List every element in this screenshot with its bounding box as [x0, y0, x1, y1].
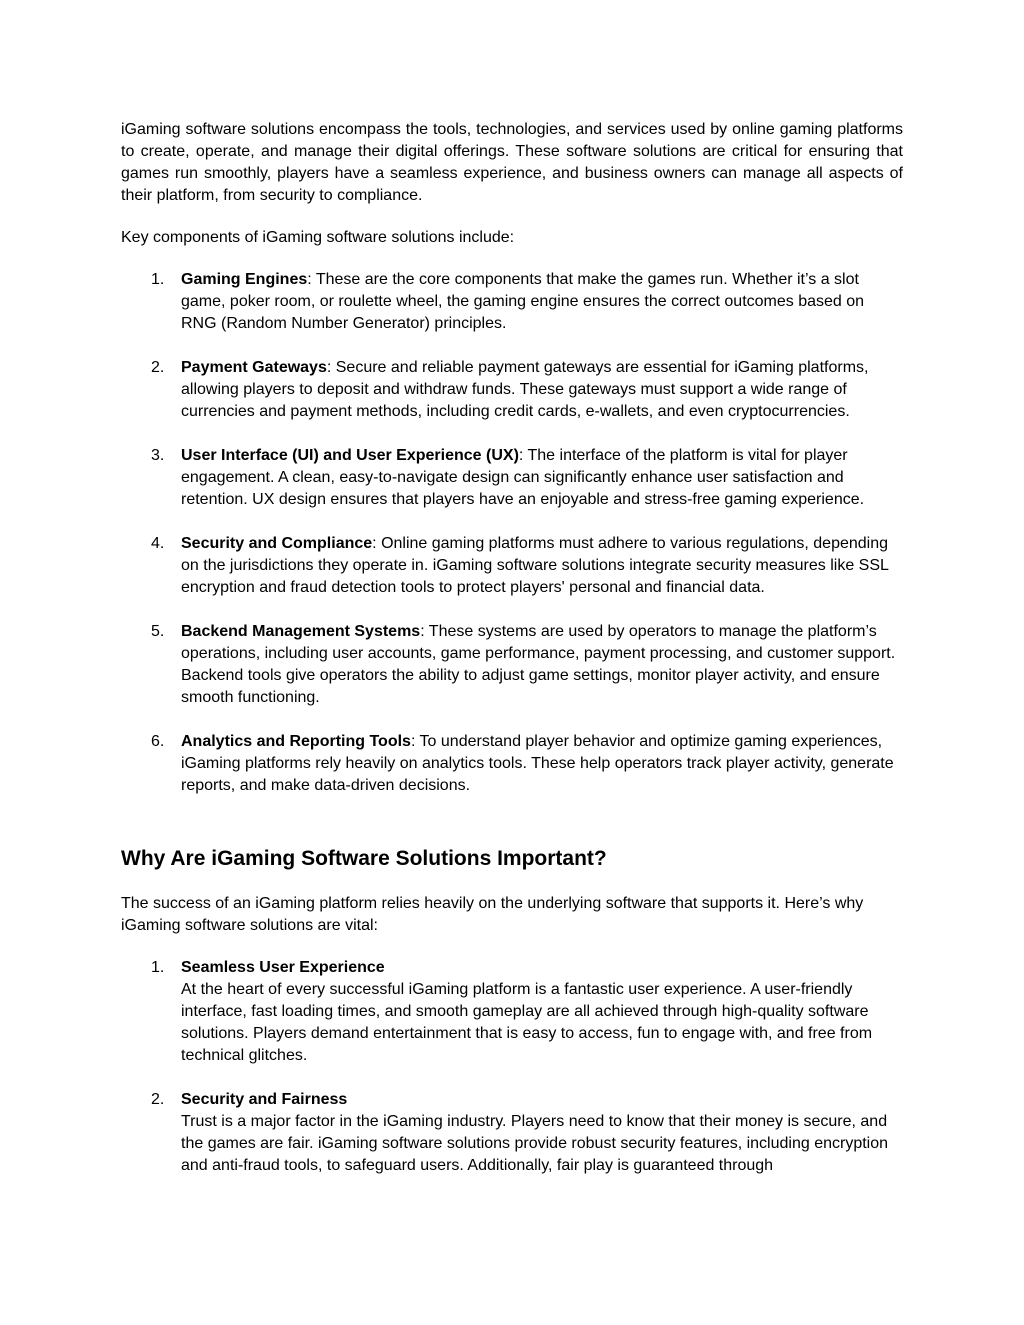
why-intro-paragraph: The success of an iGaming platform relies heavily on the underlying software that supports it. Here’s why iGaming software solutions are vital: [121, 895, 864, 934]
list-item [121, 269, 903, 335]
component-description: : Secure and reliable payment gateways are essential for iGaming platforms, allowing players to deposit and withdraw funds. These gateways must support a wide range of currencies and payment methods, including credit cards, e-wallets, and even cryptocurrencies. [181, 359, 869, 420]
component-term: User Interface (UI) and User Experience (UX) [181, 447, 519, 464]
reason-term: Security and Fairness [181, 1091, 348, 1108]
list-item [121, 357, 903, 423]
component-term: Gaming Engines [181, 271, 308, 288]
component-term: Backend Management Systems [181, 623, 421, 640]
component-description: : To understand player behavior and optimize gaming experiences, iGaming platforms rely heavily on analytics tools. These help operators track player activity, generate reports, and make data-driven decisions. [181, 733, 894, 794]
component-description: : The interface of the platform is vital for player engagement. A clean, easy-to-navigate design can significantly enhance user satisfaction and retention. UX design ensures that players have an enjoyable and stress-free gaming experience. [181, 447, 865, 508]
component-description: : Online gaming platforms must adhere to various regulations, depending on the jurisdictions they operate in. iGaming software solutions integrate security measures like SSL encryption and fraud detection tools to protect players' personal and financial data. [181, 535, 889, 596]
component-term: Security and Compliance [181, 535, 373, 552]
list-number: 1. [151, 271, 165, 288]
components-list [121, 269, 903, 797]
document-page [121, 119, 903, 1177]
list-number: 1. [151, 959, 165, 976]
list-item [121, 957, 903, 1067]
component-term: Payment Gateways [181, 359, 327, 376]
list-item [121, 621, 903, 709]
list-item [121, 1089, 903, 1177]
key-components-intro: Key components of iGaming software solutions include: [121, 229, 515, 246]
list-number: 2. [151, 1091, 165, 1108]
list-number: 4. [151, 535, 165, 552]
list-number: 6. [151, 733, 165, 750]
list-item [121, 445, 903, 511]
list-item [121, 533, 903, 599]
reasons-list [121, 957, 903, 1177]
list-number: 3. [151, 447, 165, 464]
component-description: : These systems are used by operators to manage the platform’s operations, including user accounts, game performance, payment processing, and customer support. Backend tools give operators the ability to adjust game settings, monitor player activity, and ensure smooth functioning. [181, 623, 896, 706]
list-item [121, 731, 903, 797]
intro-paragraph: iGaming software solutions encompass the tools, technologies, and services used by online gaming platforms to create, operate, and manage their digital offerings. These software solutions are critical for ensuring that games run smoothly, players have a seamless experience, and business owners can manage all aspects of their platform, from security to compliance. [121, 121, 903, 204]
list-number: 5. [151, 623, 165, 640]
list-number: 2. [151, 359, 165, 376]
component-description: : These are the core components that make the games run. Whether it’s a slot game, poker room, or roulette wheel, the gaming engine ensures the correct outcomes based on RNG (Random Number Generator) principles. [181, 271, 865, 332]
reason-term: Seamless User Experience [181, 959, 385, 976]
section-heading: Why Are iGaming Software Solutions Important? [121, 847, 607, 870]
reason-description: At the heart of every successful iGaming platform is a fantastic user experience. A user-friendly interface, fast loading times, and smooth gameplay are all achieved through high-quality software solutions. Players demand entertainment that is easy to access, fun to engage with, and free from technical glitches. [181, 981, 873, 1064]
reason-description: Trust is a major factor in the iGaming industry. Players need to know that their money is secure, and the games are fair. iGaming software solutions provide robust security features, including encryption and anti-fraud tools, to safeguard users. Additionally, fair play is guaranteed through [181, 1113, 889, 1174]
component-term: Analytics and Reporting Tools [181, 733, 411, 750]
